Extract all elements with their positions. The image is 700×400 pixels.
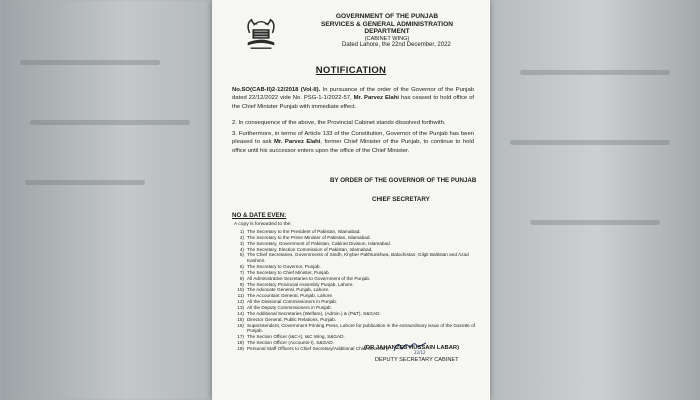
recipient-number: 1) [239, 229, 244, 234]
header-government: GOVERNMENT OF THE PUNJAB [335, 13, 439, 20]
recipient-number: 3) [239, 240, 244, 246]
punjab-government-seal-icon [242, 14, 280, 52]
recipient-text: Director General, Public Relations, Punjab. [247, 316, 337, 322]
recipient-text: The Chief Secretaries, Governments of Sindh, Khyber Pakhtunkhwa, Balochistan, Gilgit Baltistan and Azad Kashmir. [247, 252, 469, 264]
header-department-cont: DEPARTMENT [364, 28, 410, 36]
svg-text:22/12: 22/12 [414, 350, 426, 355]
recipient-text: The Advocate General, Punjab, Lahore. [247, 287, 330, 293]
recipient-list [232, 229, 477, 352]
document-title: NOTIFICATION [315, 65, 387, 76]
recipient-number: 13) [237, 304, 244, 310]
recipient-number: 6) [239, 264, 244, 270]
deputy-secretary-title: DEPUTY SECRETARY CABINET [375, 357, 459, 363]
department-header [302, 13, 472, 43]
recipient-text: Personal Staff Officers to Chief Secretary/Additional Chief Secretary. [247, 345, 389, 351]
chief-secretary-signatory: CHIEF SECRETARY [372, 196, 430, 203]
document-date: Dated Lahore, the 22nd December, 2022 [342, 42, 451, 48]
background-right [490, 0, 700, 400]
recipient-number: 11) [237, 293, 244, 299]
recipient-number: 12) [237, 299, 244, 305]
recipient-number: 14) [237, 310, 244, 316]
recipient-text: The Secretary to the Prime Minister of Pakistan, Islamabad. [247, 234, 371, 240]
recipient-number: 9) [239, 281, 244, 287]
recipient-item [232, 252, 477, 264]
order-line: BY ORDER OF THE GOVERNOR OF THE PUNJAB [330, 177, 477, 184]
recipient-text: Superintendent, Government Printing Press, Lahore for publication in the extraordinary issue of the Gazette of Punjab. [247, 322, 475, 334]
recipient-number: 15) [237, 316, 244, 322]
recipient-number: 8) [239, 275, 244, 281]
recipient-text: The Secretary, Government of Pakistan, Cabinet Division, Islamabad. [247, 240, 391, 246]
paragraph-3: 3. Furthermore, in terms of Article 133 of the Constitution, Governor of the Punjab has been pleased to ask Mr. Parvez Elahi, former Chief Minister of the Punjab, to continue to hold office until his successor enters upon the office of the Chief Minister. [232, 131, 474, 154]
recipient-text: The Accountant General, Punjab, Lahore. [247, 293, 334, 299]
recipient-text: The Secretary to Governor, Punjab. [247, 264, 321, 270]
forward-line: A copy is forwarded to the: [234, 222, 292, 227]
blurred-text [530, 220, 660, 225]
paragraph-1: No.SO(CAB-II)2-12/2018 (Vol-II). In pursuance of the order of the Governor of the Punjab dated 22/12/2022 vide No. PSG-1-1/2022-57, Mr. Parvez Elahi has ceased to hold office of the Chief Minister Punjab with immediate effect. [232, 87, 475, 110]
recipient-text: The Secretary, Election Commission of Pakistan, Islamabad. [247, 246, 373, 252]
recipient-number: 16) [237, 322, 244, 328]
recipient-text: The Secretary to the President of Pakistan, Islamabad. [247, 229, 361, 234]
recipient-text: All the Deputy Commissioners in Punjab. [247, 304, 332, 310]
header-department: SERVICES & GENERAL ADMINISTRATION [320, 20, 453, 28]
blurred-text [520, 70, 670, 75]
paragraph-2: 2. In consequence of the above, the Provincial Cabinet stands dissolved forthwith. [232, 120, 446, 126]
header-wing: (CABINET WING) [364, 35, 410, 42]
notification-document [212, 0, 490, 400]
deputy-secretary-name: (DR JAHANZEB HUSSAIN LABAR) [364, 345, 460, 351]
recipient-text: The Secretary to Chief Minister, Punjab. [247, 269, 330, 275]
recipient-text: The Secretary Provincial Assembly Punjab, Lahore. [247, 281, 354, 287]
recipient-number: 2) [239, 234, 244, 240]
recipient-text: The Section Officer (Accounts-I), S&GAD. [247, 340, 334, 346]
blurred-text [20, 60, 160, 65]
recipient-text: All Administrative Secretaries to Government of the Punjab. [247, 275, 371, 281]
recipient-number: 19) [237, 345, 244, 351]
recipient-number: 17) [237, 334, 244, 340]
blurred-text [25, 180, 145, 185]
recipient-item [232, 323, 477, 335]
blurred-text [510, 140, 670, 145]
recipient-text: The Section Officer (I&C-I), I&C Wing, S&GAD. [247, 334, 345, 340]
recipient-text: All the Divisional Commissioners in Punjab. [247, 299, 338, 305]
recipient-number: 5) [239, 252, 244, 258]
recipient-text: The Additional Secretaries (Welfare), (Admin.) & (P&T), S&GAD. [247, 310, 381, 316]
recipient-number: 7) [239, 269, 244, 275]
reference-number: No.SO(CAB-II)2-12/2018 (Vol-II). [232, 87, 321, 93]
recipient-number: 4) [239, 246, 244, 252]
blurred-text [30, 120, 190, 125]
recipient-number: 18) [237, 340, 244, 346]
recipient-number: 10) [237, 287, 244, 293]
no-date-even: NO & DATE EVEN: [232, 212, 287, 219]
